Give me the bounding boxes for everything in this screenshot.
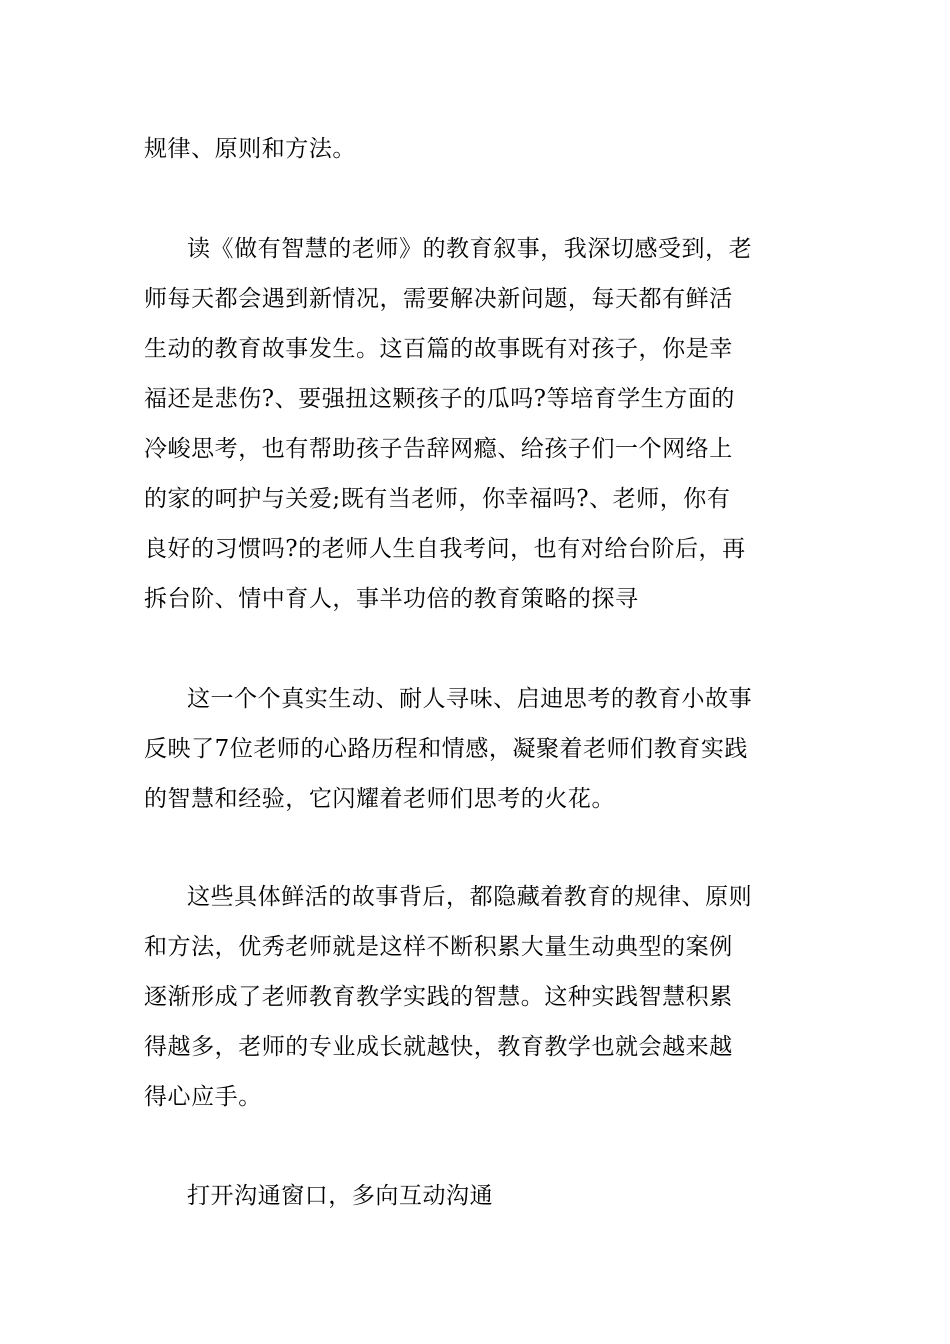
text-line: 生动的教育故事发生。这百篇的故事既有对孩子，你是幸 xyxy=(144,336,733,362)
text-line: 福还是悲伤?、要强扭这颗孩子的瓜吗?等培育学生方面的 xyxy=(144,386,735,412)
text-line: 师每天都会遇到新情况，需要解决新问题，每天都有鲜活 xyxy=(144,286,733,312)
text-line: 反映了7位老师的心路历程和情感，凝聚着老师们教育实践 xyxy=(144,736,748,762)
text-line: 和方法，优秀老师就是这样不断积累大量生动典型的案例 xyxy=(144,934,733,960)
text-line: 得越多，老师的专业成长就越快，教育教学也就会越来越 xyxy=(144,1034,733,1060)
text-line: 的家的呵护与关爱;既有当老师，你幸福吗?、老师，你有 xyxy=(144,486,731,512)
text-line: 的智慧和经验，它闪耀着老师们思考的火花。 xyxy=(144,786,615,812)
text-line: 拆台阶、情中育人，事半功倍的教育策略的探寻 xyxy=(144,586,639,612)
text-line: 良好的习惯吗?的老师人生自我考问，也有对给台阶后，再 xyxy=(144,536,746,562)
text-line: 规律、原则和方法。 xyxy=(144,136,356,162)
text-line: 得心应手。 xyxy=(144,1084,262,1110)
text-line: 冷峻思考，也有帮助孩子告辞网瘾、给孩子们一个网络上 xyxy=(144,436,733,462)
text-line: 这些具体鲜活的故事背后，都隐藏着教育的规律、原则 xyxy=(187,884,753,910)
text-line: 逐渐形成了老师教育教学实践的智慧。这种实践智慧积累 xyxy=(144,984,733,1010)
text-line: 这一个个真实生动、耐人寻味、启迪思考的教育小故事 xyxy=(187,686,753,712)
text-line: 读《做有智慧的老师》的教育叙事，我深切感受到，老 xyxy=(187,236,753,262)
text-line: 打开沟通窗口，多向互动沟通 xyxy=(187,1183,494,1209)
